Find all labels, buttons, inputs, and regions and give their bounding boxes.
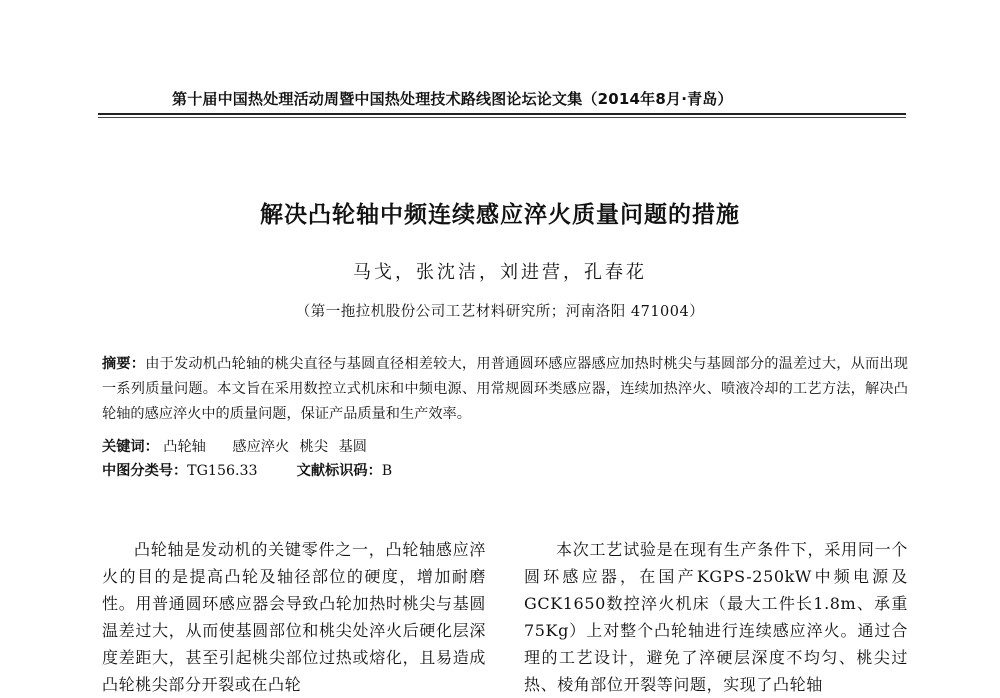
clc-value: TG156.33 <box>187 463 258 479</box>
keyword: 基圆 <box>338 439 367 455</box>
body-paragraph: 凸轮轴是发动机的关键零件之一，凸轮轴感应淬火的目的是提高凸轮及轴径部位的硬度，增加耐磨性。用普通圆环感应器会导致凸轮加热时桃尖与基圆温差过大，从而使基圆部位和桃尖处淬火后硬化层深度差距大，甚至引起桃尖部位过热或熔化，且易造成凸轮桃尖部分开裂或在凸轮 <box>102 540 486 694</box>
abstract-label: 摘要： <box>102 356 146 372</box>
keywords-label: 关键词： <box>102 439 159 455</box>
body-column-right <box>524 536 908 698</box>
body-column-left <box>102 536 486 698</box>
keyword: 凸轮轴 <box>163 439 206 455</box>
keyword: 桃尖 <box>299 439 329 455</box>
header-rule <box>98 113 906 115</box>
keywords <box>102 436 908 458</box>
abstract <box>102 352 908 427</box>
doc-code-value: B <box>381 463 393 479</box>
clc-label: 中图分类号： <box>102 463 188 479</box>
running-header: 第十届中国热处理活动周暨中国热处理技术路线图论坛论文集（2014年8月·青岛） <box>172 90 733 108</box>
affiliation: （第一拖拉机股份公司工艺材料研究所；河南洛阳 471004） <box>295 304 705 320</box>
abstract-text: 由于发动机凸轮轴的桃尖直径与基圆直径相差较大，用普通圆环感应器感应加热时桃尖与基圆部分的温差过大，从而出现一系列质量问题。本文旨在采用数控立式机床和中频电源、用常规圆环类感应器，连续加热淬火、喷液冷却的工艺方法，解决凸轮轴的感应淬火中的质量问题，保证产品质量和生产效率。 <box>102 356 908 422</box>
authors: 马戈，张沈洁，刘进营，孔春花 <box>353 262 647 283</box>
paper-title: 解决凸轮轴中频连续感应淬火质量问题的措施 <box>260 202 740 228</box>
header-rule-thin <box>98 117 906 118</box>
keyword: 感应淬火 <box>232 439 290 455</box>
body-paragraph: 本次工艺试验是在现有生产条件下，采用同一个圆环感应器，在国产KGPS-250kW中频电源及GCK1650数控淬火机床（最大工件长1.8m、承重75Kg）上对整个凸轮轴进行连续感应淬火。通过合理的工艺设计，避免了淬硬层深度不均匀、桃尖过热、棱角部位开裂等问题，实现了凸轮轴 <box>524 540 908 694</box>
doc-code-label: 文献标识码： <box>296 463 382 479</box>
classification <box>102 460 908 482</box>
